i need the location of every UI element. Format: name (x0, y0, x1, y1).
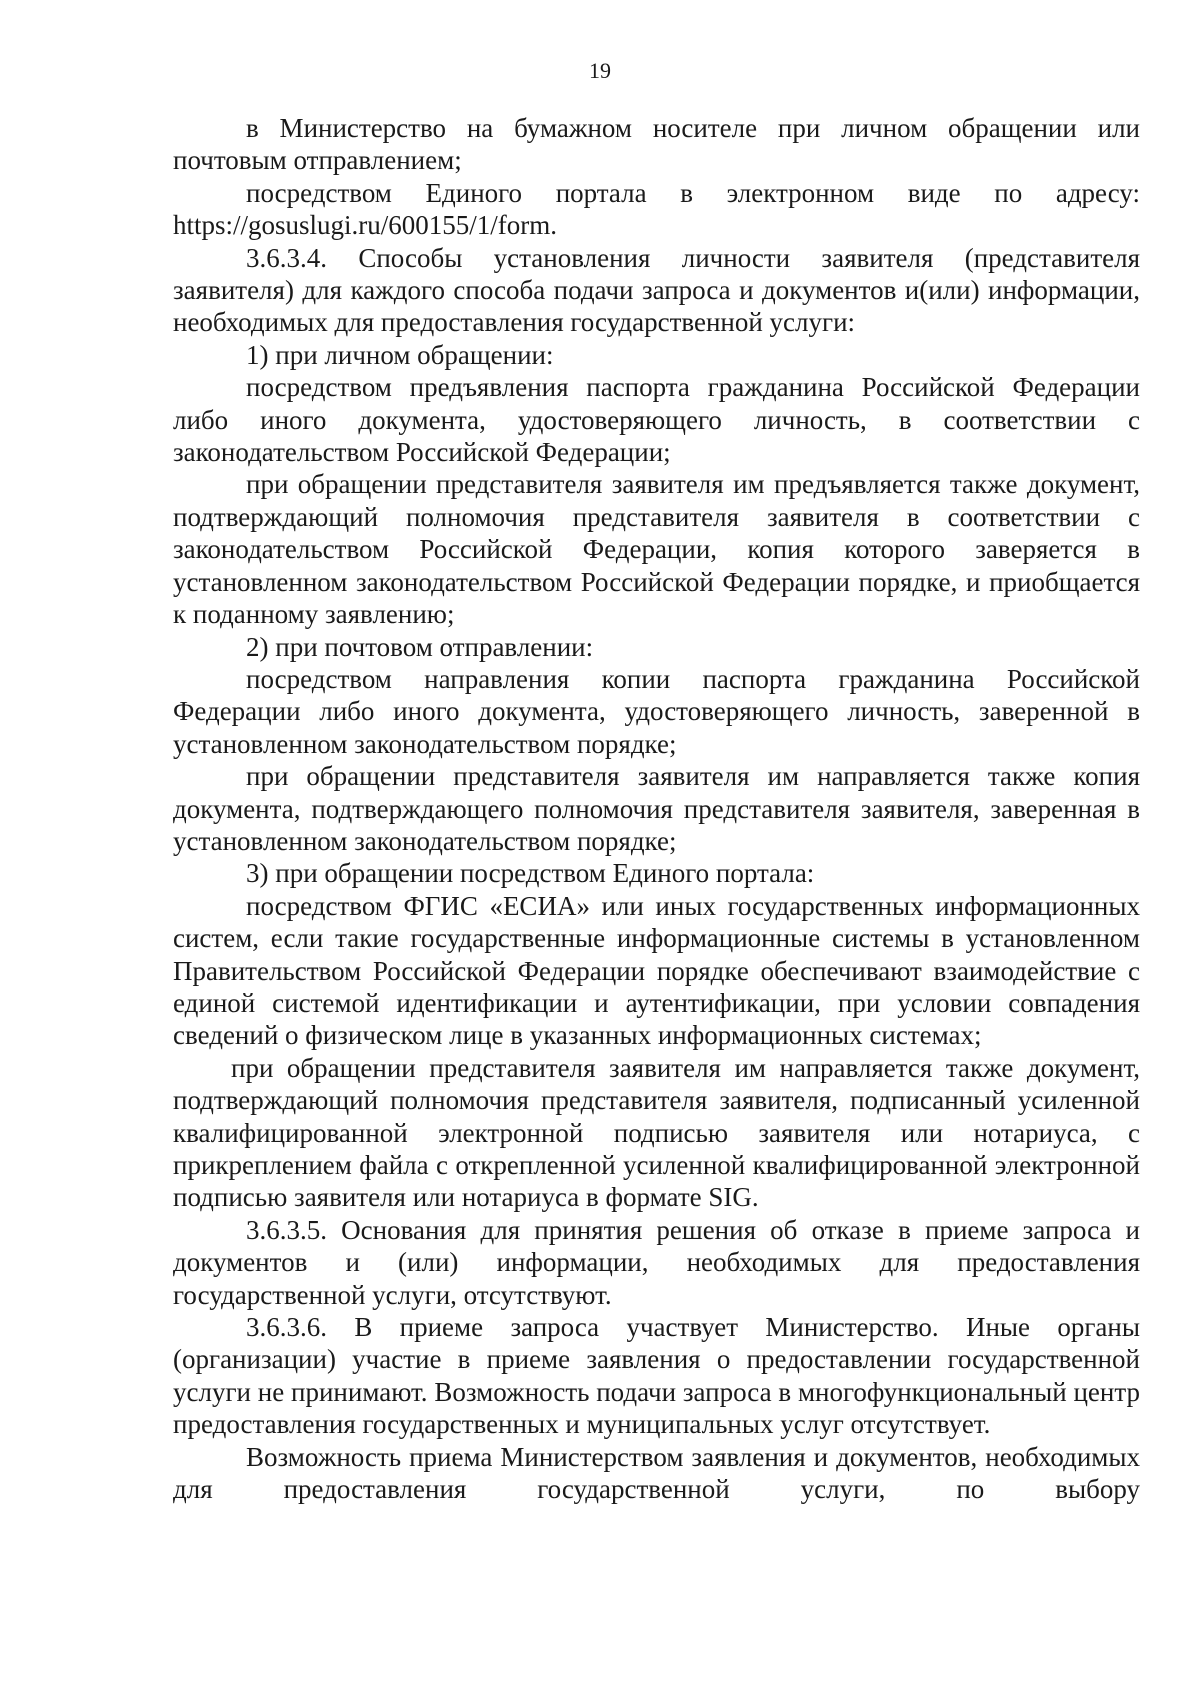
document-body (173, 112, 1140, 1505)
paragraph: посредством Единого портала в электронном виде по адресу: https://gosuslugi.ru/600155/1/form. (173, 177, 1140, 241)
paragraph: 3.6.3.6. В приеме запроса участвует Министерство. Иные органы (организации) участие в приеме заявления о предоставлении государственной услуги не принимают. Возможность подачи запроса в многофункциональный центр предоставления государственных и муниципальных услуг отсутствует. (173, 1312, 1140, 1440)
paragraph: 3.6.3.5. Основания для принятия решения об отказе в приеме запроса и документов и (или) информации, необходимых для предоставления государственной услуги, отсутствуют. (173, 1214, 1140, 1310)
paragraph: 3.6.3.4. Способы установления личности заявителя (представителя заявителя) для каждого способа подачи запроса и документов и(или) информации, необходимых для предоставления государственной услуги: (173, 242, 1140, 338)
paragraph: Возможность приема Министерством заявления и документов, необходимых для предоставления государственной услуги, по выбору (173, 1441, 1140, 1505)
paragraph: посредством ФГИС «ЕСИА» или иных государственных информационных систем, если такие государственные информационные системы в установленном Правительством Российской Федерации порядке обеспечивают взаимодействие с единой системой идентификации и аутентификации, при условии совпадения сведений о физическом лице в указанных информационных системах; (173, 890, 1140, 1051)
paragraph: при обращении представителя заявителя им направляется также копия документа, подтверждающего полномочия представителя заявителя, заверенная в установленном законодательством порядке; (173, 761, 1140, 856)
paragraph: 3) при обращении посредством Единого портала: (246, 858, 815, 889)
paragraph: в Министерство на бумажном носителе при личном обращении или почтовым отправлением; (173, 113, 1140, 176)
paragraph: посредством предъявления паспорта гражданина Российской Федерации либо иного документа, удостоверяющего личность, в соответствии с законодательством Российской Федерации; (173, 372, 1140, 468)
paragraph: 1) при личном обращении: (246, 339, 554, 370)
paragraph: посредством направления копии паспорта гражданина Российской Федерации либо иного документа, удостоверяющего личность, заверенной в установленном законодательством порядке; (173, 663, 1140, 759)
paragraph: 2) при почтовом отправлении: (246, 631, 594, 662)
paragraph: при обращении представителя заявителя им направляется также документ, подтверждающий полномочия представителя заявителя, подписанный усиленной квалифицированной электронной подписью заявителя или нотариуса, с прикреплением файла с открепленной усиленной квалифицированной электронной подписью заявителя или нотариуса в формате SIG. (173, 1052, 1140, 1213)
page-number: 19 (589, 58, 611, 83)
paragraph: при обращении представителя заявителя им предъявляется также документ, подтверждающий полномочия представителя заявителя в соответствии с законодательством Российской Федерации, копия которого заверяется в установленном законодательством Российской Федерации порядке, и приобщается к поданному заявлению; (173, 469, 1140, 630)
